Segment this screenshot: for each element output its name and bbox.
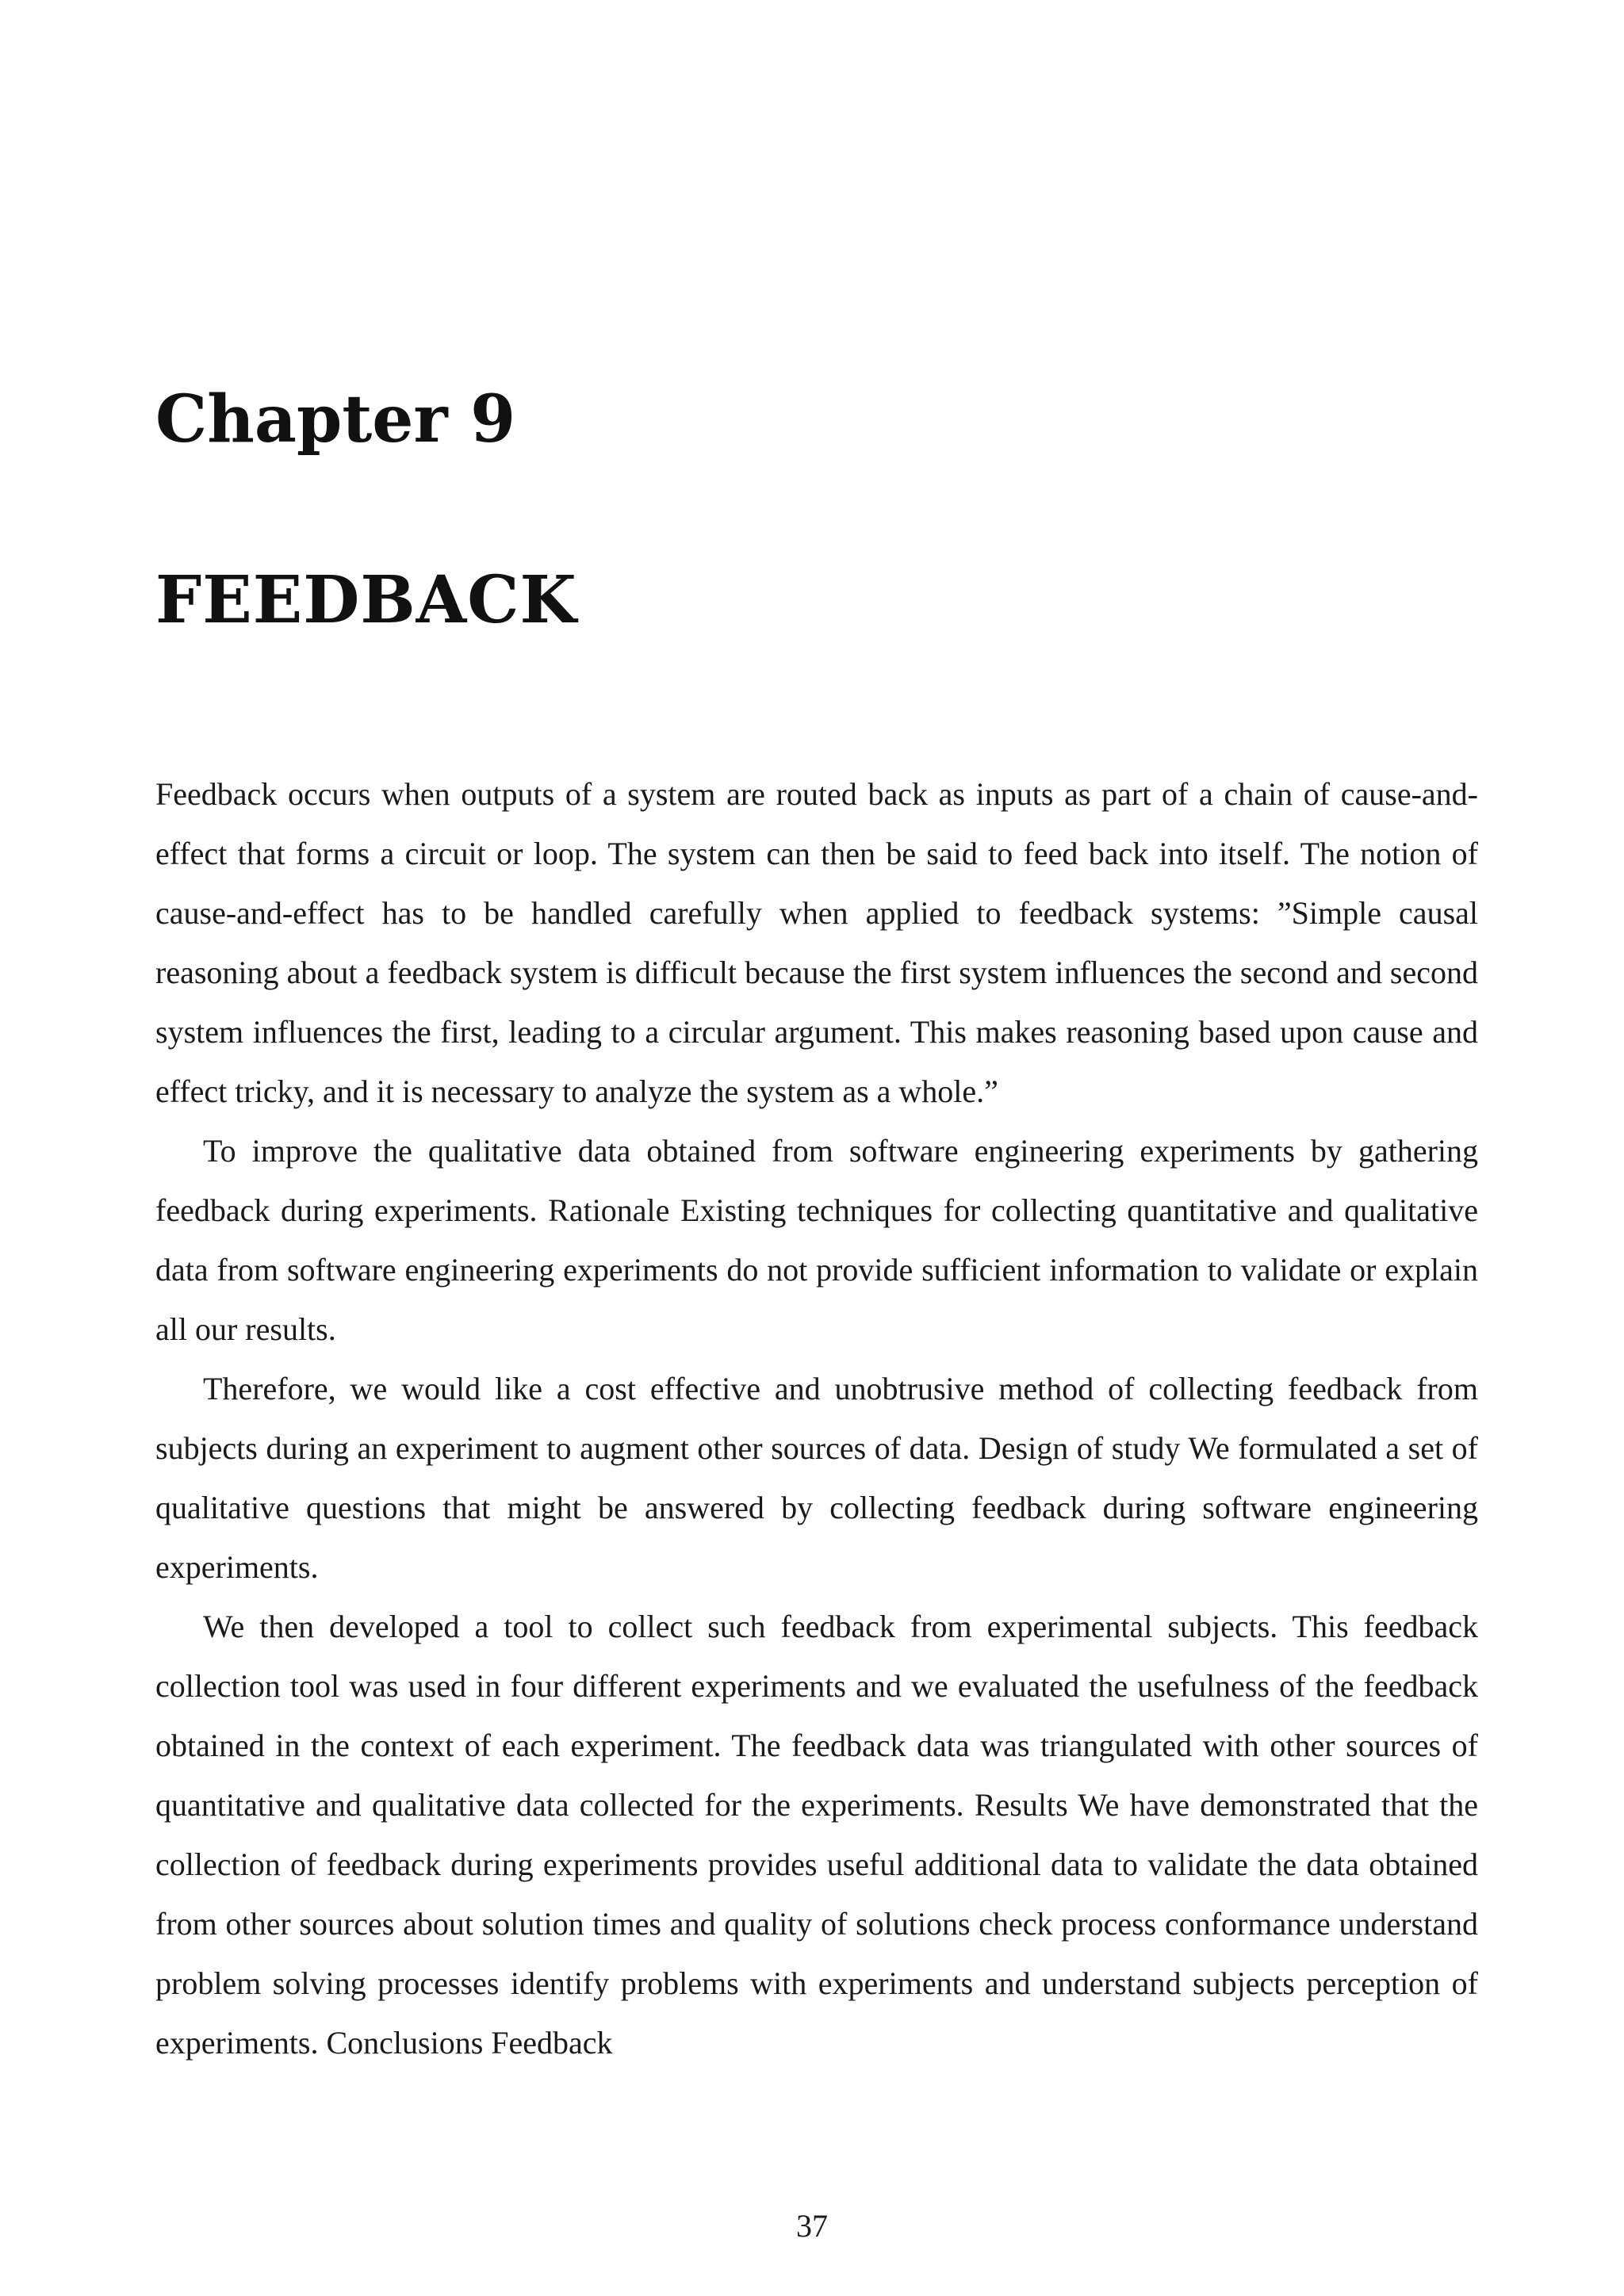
chapter-title: FEEDBACK — [155, 562, 577, 638]
chapter-label: Chapter 9 — [155, 381, 516, 457]
paragraph-1: Feedback occurs when outputs of a system are routed back as inputs as part of a chain of cause-and-effect that forms a circuit or loop. The system can then be said to feed back into itself. The notion of cause-and-effect has to be handled carefully when applied to feedback systems: ”Simple causal reasoning about a feedback system is difficult because the first system influences the second and second system influences the first, leading to a circular argument. This makes reasoning based upon cause and effect tricky, and it is necessary to analyze the system as a whole.” — [155, 776, 1478, 1109]
body-text — [155, 764, 1478, 2072]
paragraph-2: To improve the qualitative data obtained from software engineering experiments by gathering feedback during experiments. Rationale Existing techniques for collecting quantitative and qualitative data from software engineering experiments do not provide sufficient information to validate or explain all our results. — [155, 1133, 1478, 1347]
paragraph-4: We then developed a tool to collect such feedback from experimental subjects. This feedback collection tool was used in four different experiments and we evaluated the usefulness of the feedback obtained in the context of each experiment. The feedback data was triangulated with other sources of quantitative and qualitative data collected for the experiments. Results We have demonstrated that the collection of feedback during experiments provides useful additional data to validate the data obtained from other sources about solution times and quality of solutions check process conformance understand problem solving processes identify problems with experiments and understand subjects perception of experiments. Conclusions Feedback — [155, 1609, 1478, 2061]
paragraph-3: Therefore, we would like a cost effective and unobtrusive method of collecting feedback from subjects during an experiment to augment other sources of data. Design of study We formulated a set of qualitative questions that might be answered by collecting feedback during software engineering experiments. — [155, 1371, 1478, 1585]
page-number: 37 — [796, 2208, 828, 2244]
